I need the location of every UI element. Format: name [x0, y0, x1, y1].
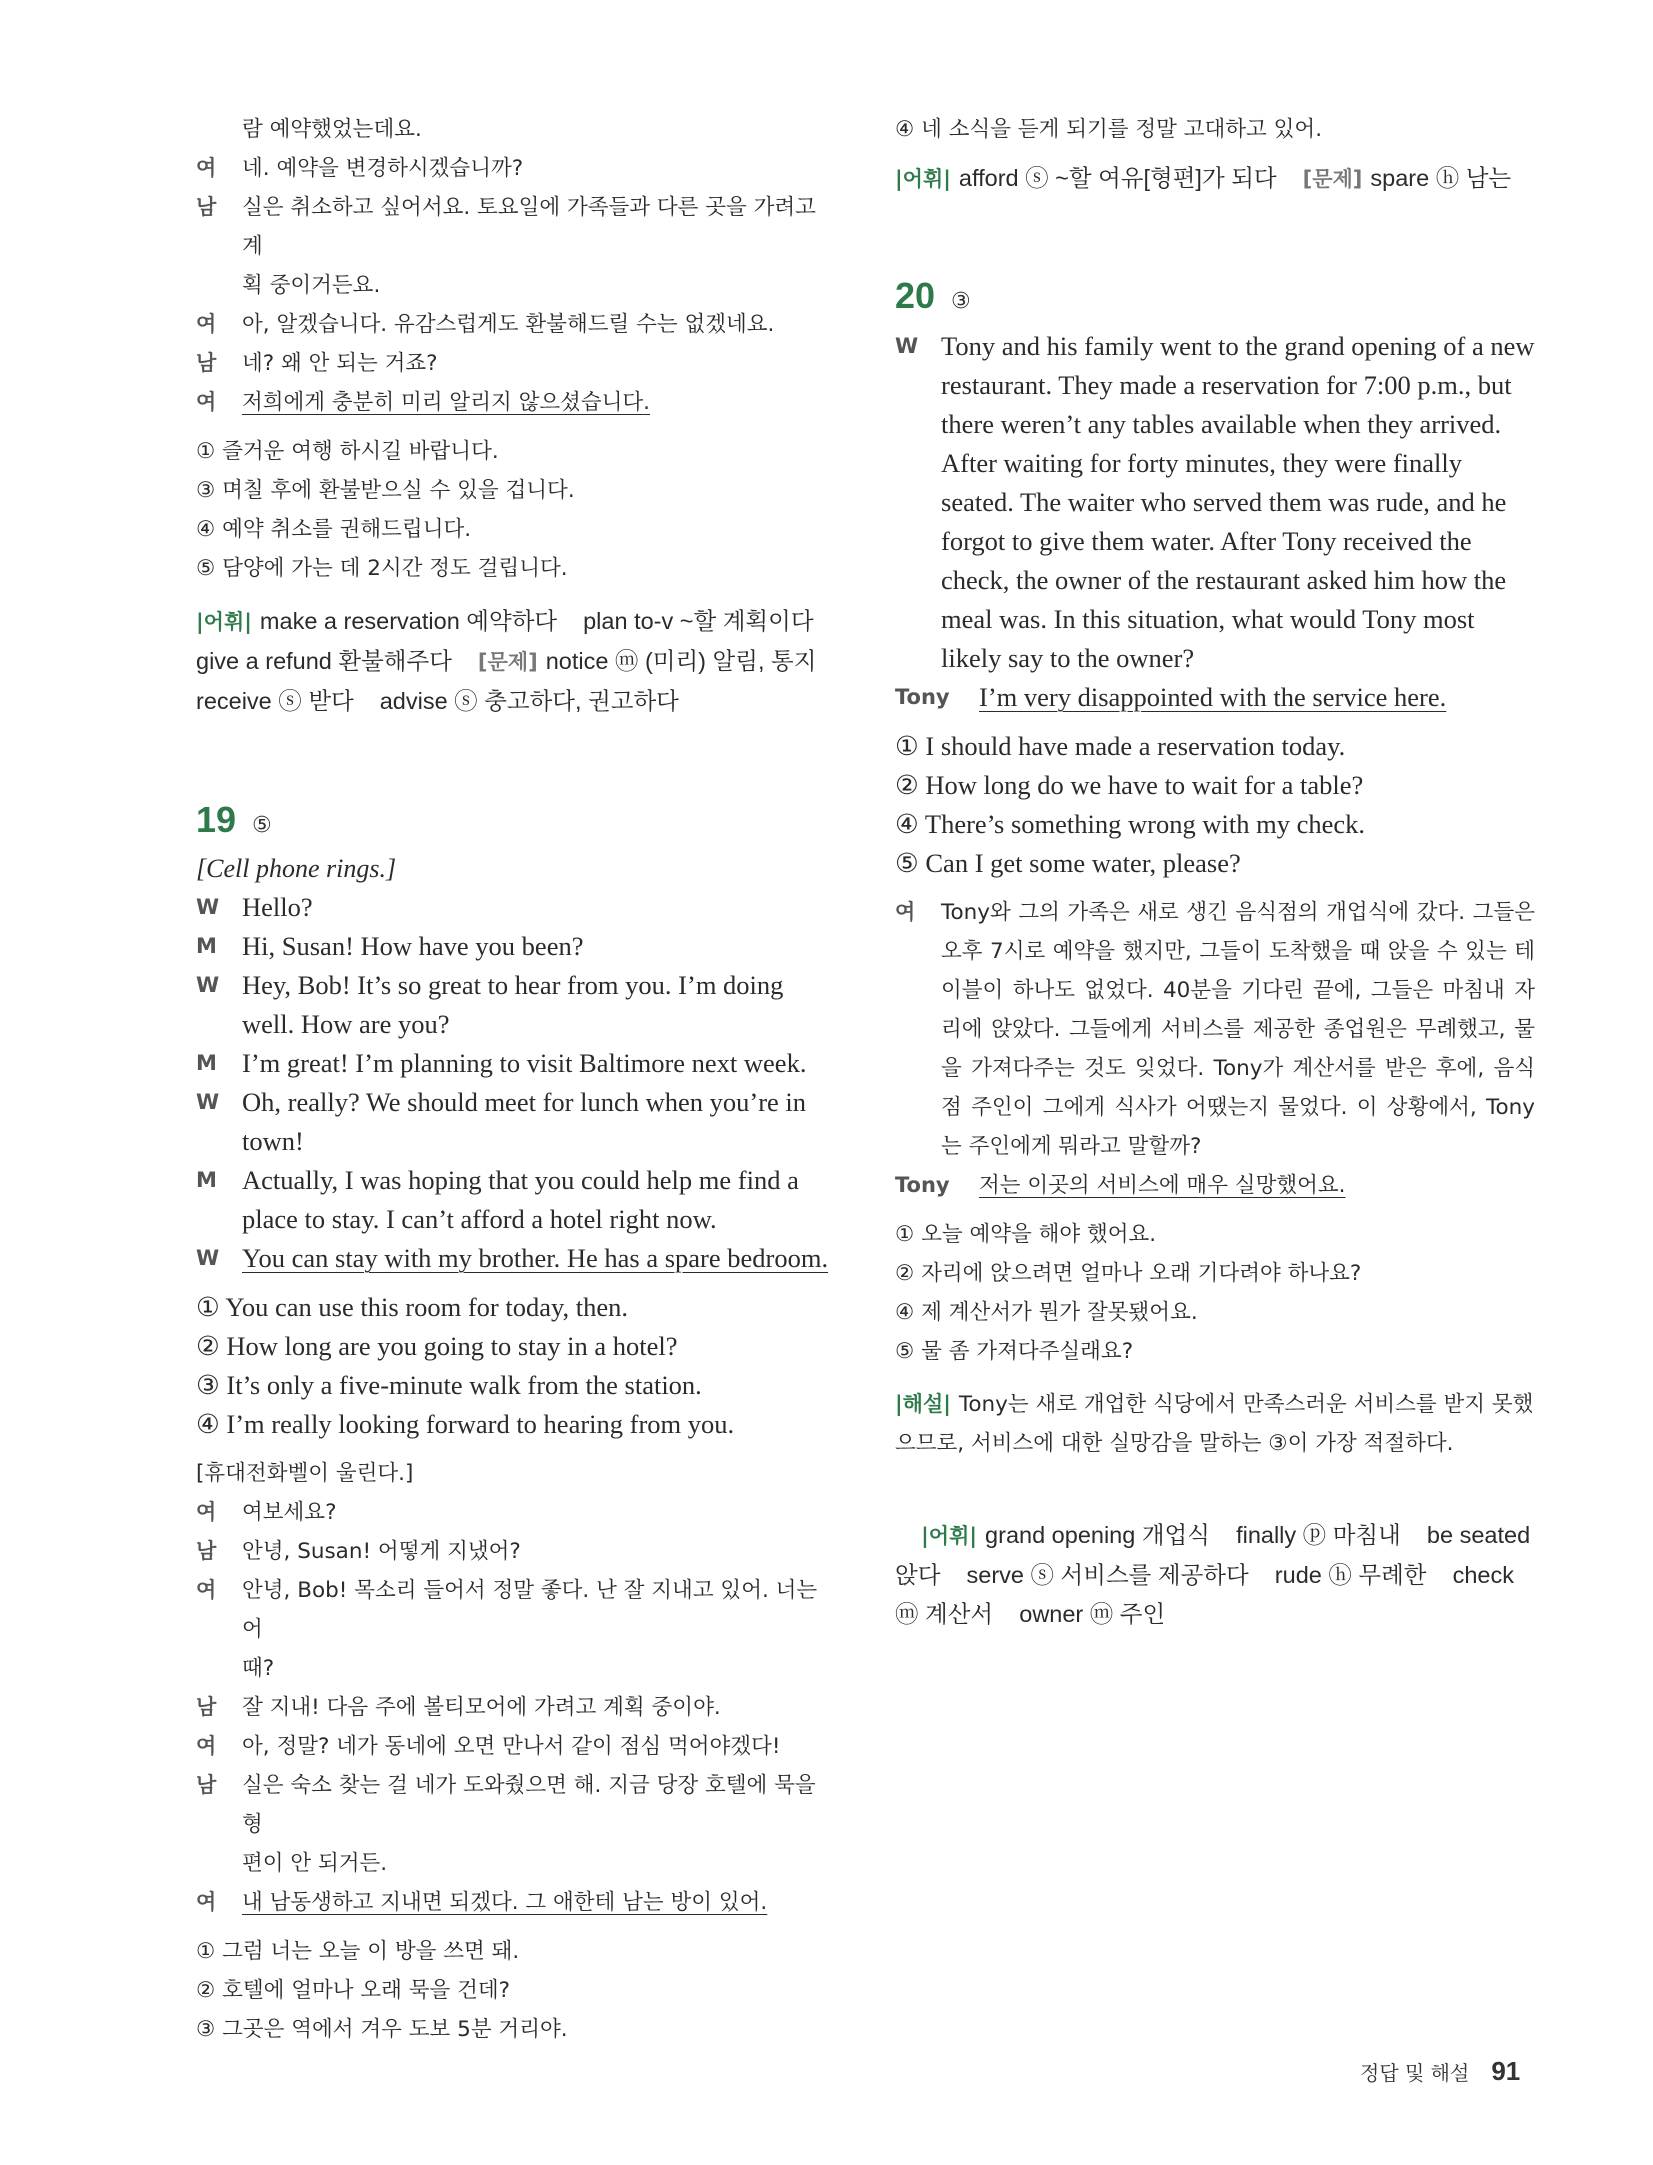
dialogue-line [196, 1688, 836, 1727]
line-text: Hello? [242, 892, 313, 922]
line-text: 아, 정말? 네가 동네에 오면 만나서 같이 점심 먹어야겠다! [242, 1734, 781, 1759]
q20-heading [895, 275, 1535, 317]
question-number: 19 [196, 799, 237, 840]
dialogue-line [196, 1083, 836, 1161]
line-text: 네. 예약을 변경하시겠습니까? [242, 156, 524, 181]
option: ⑤ Can I get some water, please? [895, 848, 1241, 878]
option: ② 호텔에 얼마나 오래 묵을 건데? [196, 1978, 511, 2003]
line-text: 잘 지내! 다음 주에 볼티모어에 가려고 계획 중이야. [242, 1695, 721, 1720]
dialogue-line [196, 1571, 836, 1649]
q18-dialogue-kr [196, 110, 836, 422]
line-text: 네? 왜 안 되는 거죠? [242, 351, 438, 376]
dialogue-line [196, 1493, 836, 1532]
q19-vocab [895, 159, 1535, 199]
footer-label: 정답 및 해설 [1360, 2061, 1470, 2085]
dialogue-line [196, 188, 836, 266]
option: ⑤ 담양에 가는 데 2시간 정도 걸립니다. [196, 556, 568, 581]
option: ④ There’s something wrong with my check. [895, 809, 1365, 839]
dialogue-line [196, 1649, 836, 1688]
vocab-text: grand opening 개업식 finally ⓟ 마침내 be seated 앉다 serve ⓢ 서비스를 제공하다 rude ⓗ 무례한 check ⓜ 계산서 owner ⓜ 주인 [895, 1522, 1537, 1627]
question-answer: ③ [951, 289, 971, 314]
speaker: 여 [895, 900, 916, 924]
dialogue-line [196, 1161, 836, 1239]
answer-line-text: 내 남동생하고 지내면 되겠다. 그 애한테 남는 방이 있어. [242, 1890, 768, 1915]
speaker: M [196, 1051, 217, 1075]
option: ② How long are you going to stay in a hotel? [196, 1331, 678, 1361]
line-text: 때? [242, 1656, 275, 1681]
q19-options-kr [196, 1932, 836, 2049]
speaker: W [196, 895, 220, 919]
q19-last-option-kr: ④ 네 소식을 듣게 되기를 정말 고대하고 있어. [895, 117, 1323, 142]
q20-narration-en [895, 327, 1535, 717]
page-number: 91 [1491, 2056, 1521, 2086]
vocab-item: receive ⓢ 받다 [196, 688, 354, 714]
vocab-item: plan to-v ~할 계획이다 [583, 608, 814, 634]
answer-line-text: You can stay with my brother. He has a spare bedroom. [242, 1243, 829, 1273]
vocab-tag: |어휘| [921, 1524, 978, 1548]
dialogue-line [196, 149, 836, 188]
q20-vocab [895, 1477, 1535, 1673]
kr-stage-direction: [휴대전화벨이 울린다.] [196, 1461, 414, 1486]
option: ④ 제 계산서가 뭔가 잘못됐어요. [895, 1300, 1198, 1325]
narration-block [895, 327, 1535, 678]
line-text: 안녕, Susan! 어떻게 지냈어? [242, 1539, 521, 1564]
option: ② 자리에 앉으려면 얼마나 오래 기다려야 하나요? [895, 1261, 1362, 1286]
dialogue-line [196, 383, 836, 422]
vocab-line [196, 682, 836, 721]
answer-line-text: 저희에게 충분히 미리 알리지 않으셨습니다. [242, 390, 651, 415]
q18-options-kr [196, 432, 836, 588]
left-column [196, 110, 836, 2049]
answer-line-text: I’m very disappointed with the service here. [979, 682, 1447, 712]
dialogue-line [196, 266, 836, 305]
answer-line-text: 저는 이곳의 서비스에 매우 실망했어요. [979, 1173, 1346, 1198]
narration-text: Tony와 그의 가족은 새로 생긴 음식점의 개업식에 갔다. 그들은 오후 7시로 예약을 했지만, 그들이 도착했을 때 앉을 수 있는 테이블이 하나도 없었다. 40분을 기다린 끝에, 그들은 마침내 자리에 앉았다. 그들에게 서비스를 제공한 종업원은 무례했고, 물을 가져다주는 것도 잊었다. Tony가 계산서를 받은 후에, 음식점 주인이 그에게 식사가 어땠는지 물었다. 이 상황에서, Tony는 주인에게 뭐라고 말할까? [941, 900, 1535, 1159]
option: ① 즐거운 여행 하시길 바랍니다. [196, 439, 499, 464]
option: ③ 그곳은 역에서 겨우 도보 5분 거리야. [196, 2017, 568, 2042]
line-text: 실은 숙소 찾는 걸 네가 도와줬으면 해. 지금 당장 호텔에 묵을 형 [242, 1773, 816, 1837]
line-text: Hi, Susan! How have you been? [242, 931, 584, 961]
explanation-tag: |해설| [895, 1392, 951, 1416]
speaker: Tony [895, 685, 950, 709]
page-footer [1360, 2056, 1520, 2087]
speaker: 남 [196, 1773, 217, 1797]
speaker: W [895, 334, 919, 358]
speaker: M [196, 1168, 217, 1192]
q18-vocab [196, 602, 836, 721]
line-text: Actually, I was hoping that you could help me find a place to stay. I can’t afford a hotel right now. [242, 1165, 799, 1234]
dialogue-line [895, 1166, 1535, 1205]
vocab-item: notice ⓜ (미리) 알림, 통지 [545, 648, 817, 674]
dialogue-line [196, 888, 836, 927]
vocab-tag: |어휘| [895, 167, 951, 191]
q19-dialogue-en [196, 888, 836, 1278]
dialogue-line [196, 1883, 836, 1922]
speaker: 남 [196, 1695, 217, 1719]
line-text: 아, 알겠습니다. 유감스럽게도 환불해드릴 수는 없겠네요. [242, 312, 775, 337]
option: ① You can use this room for today, then. [196, 1292, 629, 1322]
line-text: I’m great! I’m planning to visit Baltimore next week. [242, 1048, 807, 1078]
option: ④ 예약 취소를 권해드립니다. [196, 517, 472, 542]
vocab-item: afford ⓢ ~할 여유[형편]가 되다 [958, 165, 1277, 191]
narration-block [895, 893, 1535, 1166]
option: ⑤ 물 좀 가져다주실래요? [895, 1339, 1134, 1364]
speaker: Tony [895, 1173, 950, 1197]
speaker: 여 [196, 1890, 217, 1914]
speaker: 여 [196, 1500, 217, 1524]
line-text: Hey, Bob! It’s so great to hear from you. I’m doing well. How are you? [242, 970, 784, 1039]
q19-dialogue-kr [196, 1493, 836, 1922]
explanation-text: Tony는 새로 개업한 식당에서 만족스러운 서비스를 받지 못했으므로, 서비스에 대한 실망감을 말하는 ③이 가장 적절하다. [895, 1392, 1534, 1456]
speaker: W [196, 1246, 220, 1270]
option: ① I should have made a reservation today. [895, 731, 1346, 761]
problem-tag: [문제] [477, 650, 538, 674]
dialogue-line [196, 1044, 836, 1083]
narration-text: Tony and his family went to the grand opening of a new restaurant. They made a reservation for 7:00 p.m., but there weren’t any tables available when they arrived. After waiting for forty minutes, they were finally seated. The waiter who served them was rude, and he forgot to give them water. After Tony received the check, the owner of the restaurant asked him how the meal was. In this situation, what would Tony most likely say to the owner? [941, 331, 1535, 673]
question-number: 20 [895, 275, 936, 316]
dialogue-line [196, 110, 836, 149]
q20-options-kr [895, 1215, 1535, 1371]
vocab-item: spare ⓗ 남는 [1370, 165, 1512, 191]
q19-options-en [196, 1288, 836, 1444]
line-text: 편이 안 되거든. [242, 1851, 388, 1876]
option: ① 오늘 예약을 해야 했어요. [895, 1222, 1157, 1247]
stage-direction: [Cell phone rings.] [196, 854, 397, 883]
vocab-line [196, 642, 836, 682]
line-text: 람 예약했었는데요. [242, 117, 422, 142]
dialogue-line [196, 1766, 836, 1844]
dialogue-line [196, 927, 836, 966]
q20-options-en [895, 727, 1535, 883]
option: ① 그럼 너는 오늘 이 방을 쓰면 돼. [196, 1939, 520, 1964]
dialogue-line [196, 966, 836, 1044]
speaker: 여 [196, 1578, 217, 1602]
speaker: W [196, 1090, 220, 1114]
line-text: Oh, really? We should meet for lunch when you’re in town! [242, 1087, 807, 1156]
speaker: 남 [196, 351, 217, 375]
right-column [895, 110, 1535, 1673]
line-text: 여보세요? [242, 1500, 337, 1525]
vocab-item: advise ⓢ 충고하다, 권고하다 [379, 688, 679, 714]
vocab-tag: |어휘| [196, 610, 252, 634]
q20-narration-kr [895, 893, 1535, 1205]
option: ④ I’m really looking forward to hearing from you. [196, 1409, 735, 1439]
dialogue-line [196, 1727, 836, 1766]
dialogue-line [196, 1532, 836, 1571]
speaker: 남 [196, 195, 217, 219]
q19-heading [196, 799, 836, 841]
dialogue-line [196, 1239, 836, 1278]
speaker: 남 [196, 1539, 217, 1563]
line-text: 획 중이거든요. [242, 273, 381, 298]
speaker: 여 [196, 156, 217, 180]
q20-explanation [895, 1385, 1535, 1463]
speaker: M [196, 934, 217, 958]
speaker: 여 [196, 312, 217, 336]
vocab-item: give a refund 환불해주다 [196, 648, 452, 674]
dialogue-line [196, 344, 836, 383]
dialogue-line [196, 305, 836, 344]
option: ② How long do we have to wait for a table? [895, 770, 1364, 800]
speaker: 여 [196, 1734, 217, 1758]
vocab-item: make a reservation 예약하다 [259, 608, 558, 634]
problem-tag: [문제] [1302, 167, 1363, 191]
speaker: 여 [196, 390, 217, 414]
dialogue-line [196, 1844, 836, 1883]
question-answer: ⑤ [252, 813, 272, 838]
line-text: 안녕, Bob! 목소리 들어서 정말 좋다. 난 잘 지내고 있어. 너는 어 [242, 1578, 818, 1642]
option: ③ 며칠 후에 환불받으실 수 있을 겁니다. [196, 478, 575, 503]
option: ③ It’s only a five-minute walk from the station. [196, 1370, 702, 1400]
vocab-line [196, 602, 836, 642]
line-text: 실은 취소하고 싶어서요. 토요일에 가족들과 다른 곳을 가려고 계 [242, 195, 816, 259]
speaker: W [196, 973, 220, 997]
dialogue-line [895, 678, 1535, 717]
